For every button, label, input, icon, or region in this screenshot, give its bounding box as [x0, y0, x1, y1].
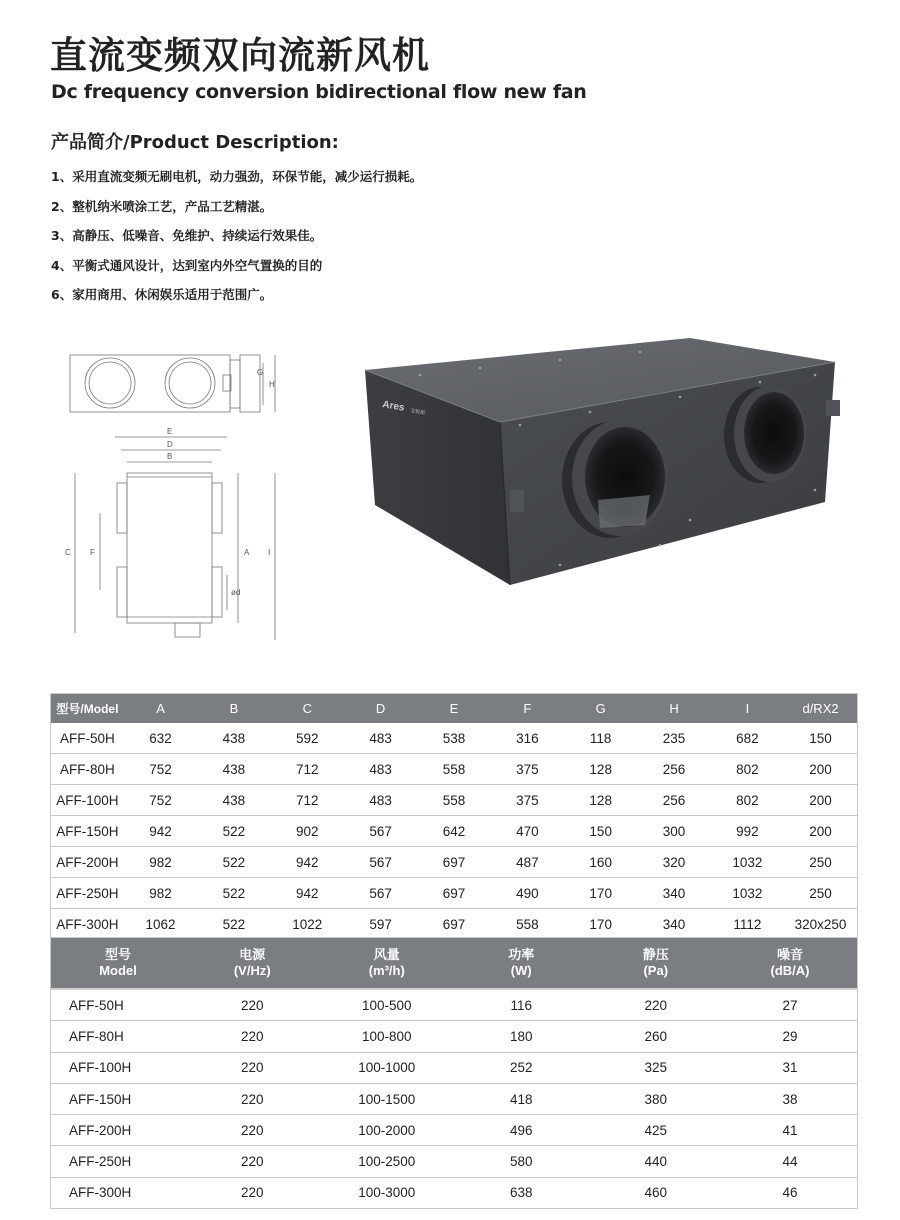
- table-row: [51, 785, 858, 816]
- performance-table: [50, 937, 858, 1209]
- drawing-duct-left: [85, 358, 135, 408]
- brand-logo-sub: 艾锐斯: [409, 408, 426, 417]
- table-row: [51, 909, 858, 940]
- table-cell: 128: [564, 754, 637, 785]
- table-cell: AFF-150H: [51, 1083, 186, 1114]
- dimension-header-cell: G: [564, 694, 637, 724]
- table-cell: 38: [723, 1083, 858, 1114]
- table-cell: 375: [491, 785, 564, 816]
- table-cell: 375: [491, 754, 564, 785]
- dimension-header-cell: B: [197, 694, 270, 724]
- dimension-header-cell: E: [417, 694, 490, 724]
- performance-table-body: [51, 989, 858, 1209]
- table-cell: 220: [185, 1052, 320, 1083]
- drawing-top-connector: [230, 360, 240, 408]
- table-cell: 522: [197, 909, 270, 940]
- table-cell: 567: [344, 847, 417, 878]
- table-row: [51, 1115, 858, 1146]
- table-cell: 752: [124, 754, 197, 785]
- drawing-label-d: D: [167, 440, 173, 449]
- table-cell: 100-2000: [320, 1115, 455, 1146]
- table-cell: 460: [589, 1177, 724, 1208]
- table-cell: 116: [454, 989, 589, 1021]
- table-cell: 802: [711, 785, 784, 816]
- table-cell: 522: [197, 816, 270, 847]
- drawing-label-f: F: [90, 548, 95, 557]
- header-label-en: (W): [510, 963, 532, 978]
- table-cell: 100-3000: [320, 1177, 455, 1208]
- performance-header-cell: [185, 938, 320, 990]
- table-cell: AFF-300H: [51, 1177, 186, 1208]
- table-row: [51, 1052, 858, 1083]
- page-title: 直流变频双向流新风机: [50, 34, 430, 77]
- table-cell: 942: [124, 816, 197, 847]
- dimension-table-body: [51, 723, 858, 940]
- table-cell: 200: [784, 785, 857, 816]
- table-cell: 802: [711, 754, 784, 785]
- table-cell: 220: [185, 1021, 320, 1052]
- drawing-duct-right-inner: [169, 362, 211, 404]
- duct-left: [562, 420, 668, 538]
- drawing-label-i: I: [268, 548, 271, 557]
- dimension-header-cell: d/RX2: [784, 694, 857, 724]
- description-item: 4、平衡式通风设计，达到室内外空气置换的目的: [51, 257, 323, 273]
- drawing-label-a: A: [244, 548, 250, 557]
- table-row: [51, 1146, 858, 1177]
- performance-header-cell: [723, 938, 858, 990]
- description-item: 2、整机纳米喷涂工艺，产品工艺精湛。: [51, 198, 273, 214]
- header-label-cn: 功率: [508, 947, 535, 962]
- table-cell: 220: [589, 989, 724, 1021]
- table-cell: 558: [417, 785, 490, 816]
- table-cell: 538: [417, 723, 490, 754]
- drawing-label-g: G: [257, 368, 264, 377]
- performance-header-cell: [51, 938, 186, 990]
- table-cell: 1032: [711, 878, 784, 909]
- table-cell: 632: [124, 723, 197, 754]
- dimension-header-cell: D: [344, 694, 417, 724]
- table-cell: 483: [344, 754, 417, 785]
- table-cell: 250: [784, 847, 857, 878]
- performance-header-cell: [589, 938, 724, 990]
- table-cell: 1032: [711, 847, 784, 878]
- table-cell: 200: [784, 816, 857, 847]
- performance-header-cell: [320, 938, 455, 990]
- dimension-table-header: [51, 694, 858, 724]
- table-cell: 567: [344, 816, 417, 847]
- table-cell: 250: [784, 878, 857, 909]
- table-cell: 483: [344, 785, 417, 816]
- table-cell: 1062: [124, 909, 197, 940]
- table-row: [51, 1021, 858, 1052]
- table-cell: 490: [491, 878, 564, 909]
- drawing-duct-right: [165, 358, 215, 408]
- table-cell: 235: [637, 723, 710, 754]
- table-cell: 128: [564, 785, 637, 816]
- table-cell: AFF-250H: [51, 1146, 186, 1177]
- table-cell: 27: [723, 989, 858, 1021]
- table-cell: 340: [637, 878, 710, 909]
- table-cell: AFF-150H: [51, 816, 124, 847]
- table-cell: 697: [417, 847, 490, 878]
- table-cell: 46: [723, 1177, 858, 1208]
- table-cell: 29: [723, 1021, 858, 1052]
- performance-table-header: [51, 938, 858, 990]
- table-cell: AFF-100H: [51, 785, 124, 816]
- dimension-table: [50, 693, 858, 940]
- header-label-en: Model: [99, 963, 137, 978]
- dimension-header-cell: F: [491, 694, 564, 724]
- table-cell: 558: [491, 909, 564, 940]
- description-item: 3、高静压、低噪音、免维护、持续运行效果佳。: [51, 228, 323, 243]
- table-cell: 697: [417, 878, 490, 909]
- drawing-label-c: C: [65, 548, 71, 557]
- table-cell: 220: [185, 1083, 320, 1114]
- table-cell: 380: [589, 1083, 724, 1114]
- header-label-en: (Pa): [643, 963, 669, 978]
- table-cell: 558: [417, 754, 490, 785]
- drawing-duct-left-inner: [89, 362, 131, 404]
- table-cell: 522: [197, 878, 270, 909]
- table-cell: 44: [723, 1146, 858, 1177]
- drawing-front-duct-tl: [117, 483, 127, 533]
- table-row: [51, 754, 858, 785]
- table-cell: AFF-50H: [51, 723, 124, 754]
- description-list: [51, 166, 422, 314]
- table-cell: 638: [454, 1177, 589, 1208]
- drawing-front-duct-bl: [117, 567, 127, 617]
- drawing-label-e: E: [167, 427, 173, 436]
- table-cell: 170: [564, 909, 637, 940]
- header-label-cn: 电源: [239, 947, 266, 962]
- table-cell: 252: [454, 1052, 589, 1083]
- table-cell: AFF-50H: [51, 989, 186, 1021]
- drawing-front-drain: [175, 623, 200, 637]
- header-label-en: (dB/A): [770, 963, 810, 978]
- description-item: 1、采用直流变频无刷电机，动力强劲，环保节能，减少运行损耗。: [51, 169, 423, 184]
- table-cell: 200: [784, 754, 857, 785]
- table-row: [51, 847, 858, 878]
- dimension-header-cell: A: [124, 694, 197, 724]
- table-cell: 496: [454, 1115, 589, 1146]
- table-cell: 982: [124, 847, 197, 878]
- table-cell: AFF-100H: [51, 1052, 186, 1083]
- table-cell: 150: [564, 816, 637, 847]
- table-cell: 438: [197, 785, 270, 816]
- drawing-front-duct-br: [212, 567, 222, 617]
- table-cell: 440: [589, 1146, 724, 1177]
- table-cell: 682: [711, 723, 784, 754]
- page-subtitle: Dc frequency conversion bidirectional flow new fan: [51, 81, 587, 103]
- table-cell: 100-1500: [320, 1083, 455, 1114]
- table-cell: 697: [417, 909, 490, 940]
- drawing-label-b: B: [167, 452, 173, 461]
- side-port-right: [826, 400, 840, 416]
- header-label-en: (m³/h): [368, 963, 405, 978]
- drawing-front-outline: [127, 473, 212, 623]
- table-cell: AFF-80H: [51, 1021, 186, 1052]
- dimension-header-cell: I: [711, 694, 784, 724]
- table-cell: 260: [589, 1021, 724, 1052]
- table-cell: 902: [271, 816, 344, 847]
- table-cell: 592: [271, 723, 344, 754]
- table-cell: 942: [271, 878, 344, 909]
- table-cell: 1022: [271, 909, 344, 940]
- header-label-en: (V/Hz): [233, 963, 271, 978]
- table-cell: AFF-80H: [51, 754, 124, 785]
- product-photo: [360, 330, 860, 600]
- table-cell: AFF-300H: [51, 909, 124, 940]
- table-cell: 597: [344, 909, 417, 940]
- table-cell: 160: [564, 847, 637, 878]
- drawing-top-side: [240, 355, 260, 412]
- table-cell: 992: [711, 816, 784, 847]
- dimension-header-cell: H: [637, 694, 710, 724]
- table-cell: 580: [454, 1146, 589, 1177]
- table-row: [51, 816, 858, 847]
- table-cell: 100-800: [320, 1021, 455, 1052]
- table-cell: 320x250: [784, 909, 857, 940]
- table-cell: 220: [185, 1115, 320, 1146]
- table-cell: 100-2500: [320, 1146, 455, 1177]
- table-cell: 100-1000: [320, 1052, 455, 1083]
- table-cell: 942: [271, 847, 344, 878]
- drawing-front-duct-tr: [212, 483, 222, 533]
- performance-header-cell: [454, 938, 589, 990]
- table-cell: 567: [344, 878, 417, 909]
- description-item: 6、家用商用、休闲娱乐适用于范围广。: [51, 287, 273, 302]
- table-row: [51, 989, 858, 1021]
- table-cell: 180: [454, 1021, 589, 1052]
- table-cell: AFF-200H: [51, 847, 124, 878]
- table-cell: 150: [784, 723, 857, 754]
- table-cell: 256: [637, 785, 710, 816]
- table-cell: 325: [589, 1052, 724, 1083]
- drawing-label-d-diameter: ød: [231, 588, 241, 597]
- table-cell: 438: [197, 754, 270, 785]
- table-cell: 100-500: [320, 989, 455, 1021]
- table-cell: 487: [491, 847, 564, 878]
- table-cell: 31: [723, 1052, 858, 1083]
- table-cell: AFF-200H: [51, 1115, 186, 1146]
- table-cell: 41: [723, 1115, 858, 1146]
- table-cell: 170: [564, 878, 637, 909]
- table-cell: 642: [417, 816, 490, 847]
- table-row: [51, 1177, 858, 1208]
- table-cell: 418: [454, 1083, 589, 1114]
- dimension-header-cell: 型号/Model: [51, 694, 124, 724]
- table-cell: 522: [197, 847, 270, 878]
- table-cell: 425: [589, 1115, 724, 1146]
- table-cell: 320: [637, 847, 710, 878]
- table-cell: 470: [491, 816, 564, 847]
- table-cell: 438: [197, 723, 270, 754]
- table-cell: 340: [637, 909, 710, 940]
- header-label-cn: 静压: [642, 947, 669, 962]
- table-cell: 300: [637, 816, 710, 847]
- table-row: [51, 723, 858, 754]
- table-cell: 118: [564, 723, 637, 754]
- table-cell: 256: [637, 754, 710, 785]
- table-cell: 752: [124, 785, 197, 816]
- table-row: [51, 1083, 858, 1114]
- duct-right: [724, 386, 806, 483]
- table-cell: 712: [271, 754, 344, 785]
- brand-logo: Ares: [381, 399, 406, 414]
- table-cell: 982: [124, 878, 197, 909]
- drawing-label-h: H: [269, 380, 275, 389]
- table-cell: AFF-250H: [51, 878, 124, 909]
- table-cell: 220: [185, 1146, 320, 1177]
- table-cell: 220: [185, 989, 320, 1021]
- side-port: [510, 490, 524, 512]
- table-cell: 712: [271, 785, 344, 816]
- table-cell: 220: [185, 1177, 320, 1208]
- table-cell: 316: [491, 723, 564, 754]
- header-label-cn: 风量: [373, 947, 400, 962]
- table-row: [51, 878, 858, 909]
- header-label-cn: 型号: [104, 947, 131, 962]
- dimension-header-cell: C: [271, 694, 344, 724]
- header-label-cn: 噪音: [776, 947, 803, 962]
- table-cell: 1112: [711, 909, 784, 940]
- description-heading: 产品简介/Product Description:: [51, 132, 339, 153]
- table-cell: 483: [344, 723, 417, 754]
- technical-drawing: [55, 345, 290, 645]
